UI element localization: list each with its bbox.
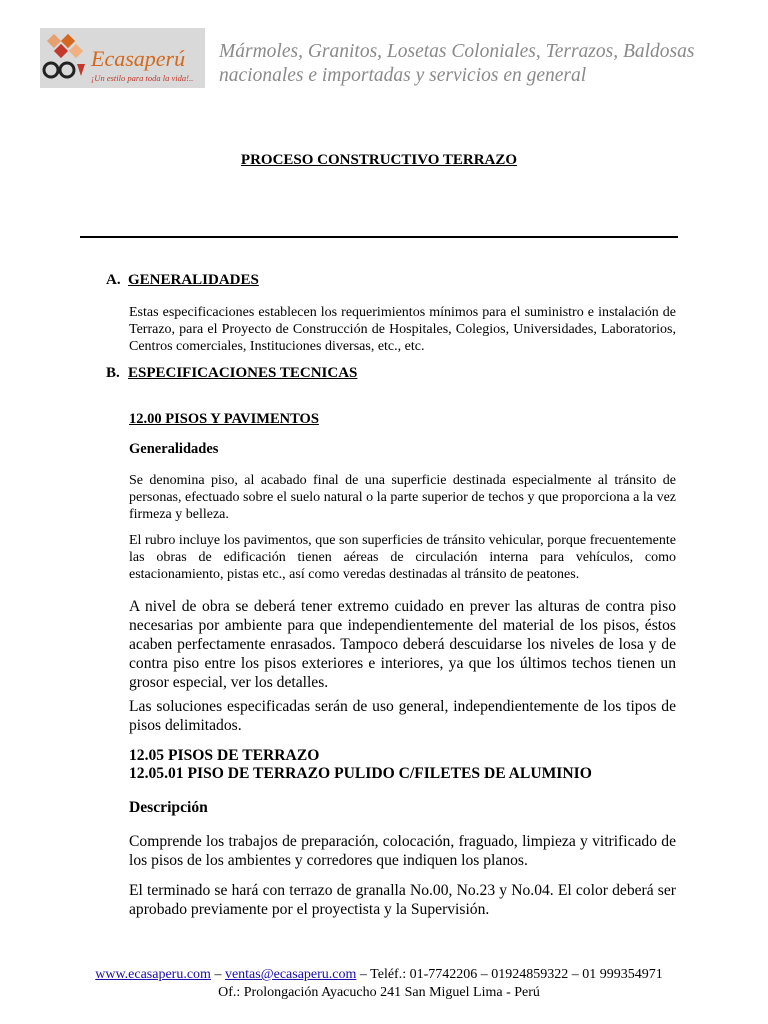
header-tagline [219, 40, 739, 88]
subsection-heading-1200: 12.00 PISOS Y PAVIMENTOS [129, 411, 319, 427]
logo-tagline: ¡Un estilo para toda la vida!.. [91, 73, 194, 83]
section-a-paragraph: Estas especificaciones establecen los requerimientos mínimos para el suministro e instalación de Terrazo, para el Proyecto de Construcción de Hospitales, Colegios, Universidades, Laboratorios, Centros comerciales, Instituciones diversas, etc., etc. [129, 305, 676, 354]
paragraph-nivel-obra: A nivel de obra se deberá tener extremo cuidado en prever las alturas de contra piso necesarias por ambiente para que independientemente del material de los pisos, éstos acaben perfectamente enrasados. Tampoco deberá descuidarse los niveles de losa y de contra piso entre los pisos exteriores e interiores, ya que los últimos techos tienen un grosor especial, ver los detalles. [129, 598, 676, 691]
section-a-letter: A. [106, 272, 121, 288]
section-b-title: ESPECIFICACIONES TECNICAS [128, 365, 358, 381]
footer-website-link[interactable]: www.ecasaperu.com [95, 967, 211, 982]
horizontal-divider [80, 236, 678, 238]
paragraph-comprende: Comprende los trabajos de preparación, colocación, fraguado, limpieza y vitrificado de los pisos de los ambientes y corredores que indiquen los planos. [129, 833, 676, 869]
footer-separator: – [210, 967, 225, 982]
footer-email-link[interactable]: ventas@ecasaperu.com [224, 967, 357, 982]
document-title: PROCESO CONSTRUCTIVO TERRAZO [240, 152, 518, 168]
section-a-title: GENERALIDADES [128, 272, 259, 288]
header-tagline-line2: nacionales e importadas y servicios en general [219, 65, 587, 86]
heading-120501: 12.05.01 PISO DE TERRAZO PULIDO C/FILETES DE ALUMINIO [129, 765, 592, 782]
descripcion-heading: Descripción [129, 799, 208, 816]
logo-mark-icon [41, 32, 89, 82]
footer-phones: – Teléf.: 01-7742206 – 01924859322 – 01 999354971 [356, 967, 663, 982]
company-logo [40, 28, 205, 88]
paragraph-soluciones: Las soluciones especificadas serán de uso general, independientemente de los tipos de pisos delimitados. [129, 698, 676, 734]
header-tagline-line1: Mármoles, Granitos, Losetas Coloniales, Terrazos, Baldosas [219, 41, 695, 62]
section-b-letter: B. [106, 365, 120, 381]
paragraph-piso: Se denomina piso, al acabado final de una superficie destinada especialmente al tránsito de personas, efectuado sobre el suelo natural o la parte superior de techos y que proporciona a la vez firmeza y belleza. [129, 473, 676, 522]
logo-name: Ecasaperú [91, 46, 186, 71]
paragraph-terminado: El terminado se hará con terrazo de granalla No.00, No.23 y No.04. El color deberá ser aprobado previamente por el proyectista y la Supervisión. [129, 882, 676, 918]
heading-1205: 12.05 PISOS DE TERRAZO [129, 747, 320, 764]
footer-address: Of.: Prolongación Ayacucho 241 San Miguel Lima - Perú [218, 985, 540, 1000]
footer-contact-line [0, 967, 758, 983]
paragraph-rubro: El rubro incluye los pavimentos, que son superficies de tránsito vehicular, porque frecuentemente las obras de edificación tienen aéreas de circulación interna para vehículos, como estacionamiento, pistas etc., así como veredas destinadas al tránsito de peatones. [129, 533, 676, 582]
generalidades-heading: Generalidades [129, 441, 219, 457]
